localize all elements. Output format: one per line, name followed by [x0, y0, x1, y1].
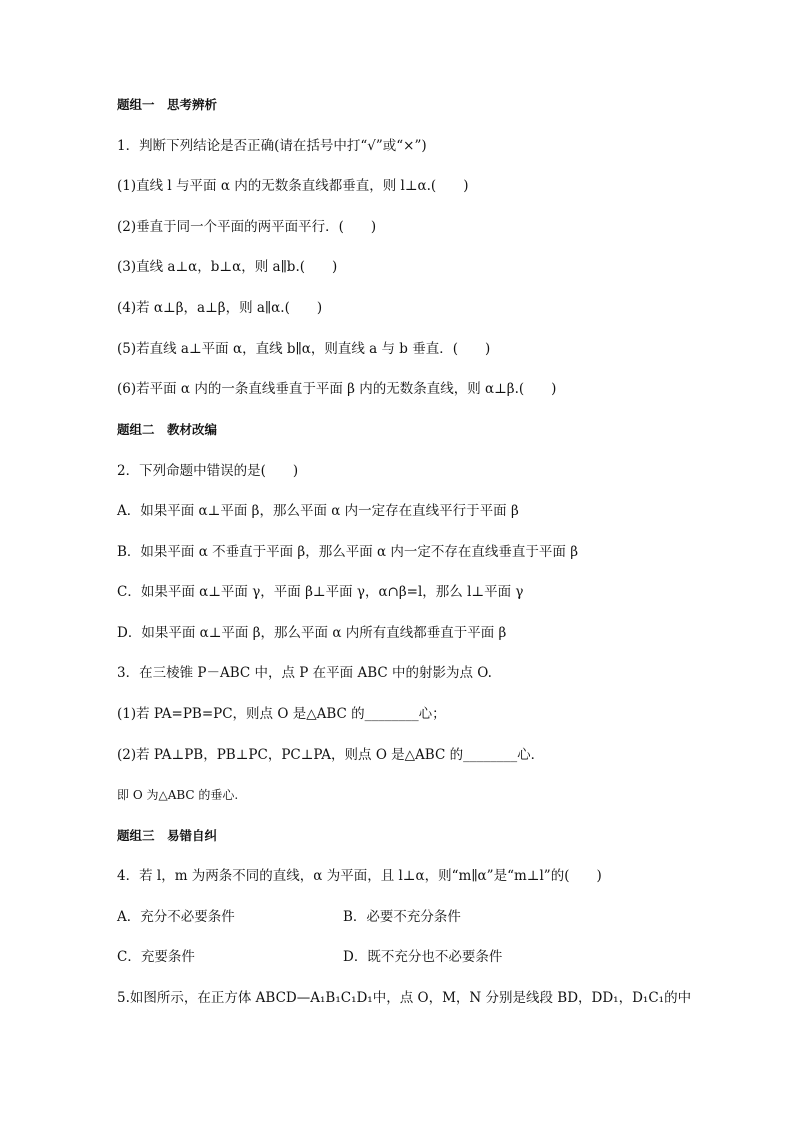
group1-title: 题组一 思考辨析 [117, 97, 218, 112]
q1-item-4: (4)若 α⊥β，a⊥β，则 a∥α.( ) [117, 300, 323, 316]
q1-item-2: (2)垂直于同一个平面的两平面平行．( ) [117, 219, 377, 235]
group3-title: 题组三 易错自纠 [117, 828, 218, 843]
q3-note: 即 O 为△ABC 的垂心. [117, 788, 239, 802]
q2-option-b: B．如果平面 α 不垂直于平面 β，那么平面 α 内一定不存在直线垂直于平面 β [117, 544, 579, 560]
q1-stem: 1．判断下列结论是否正确(请在括号中打“√”或“×”) [117, 138, 427, 154]
q4-options-row-2 [117, 948, 677, 966]
q3-stem: 3．在三棱锥 P－ABC 中，点 P 在平面 ABC 中的射影为点 O. [117, 665, 492, 681]
q4-stem: 4．若 l，m 为两条不同的直线，α 为平面，且 l⊥α，则“m∥α”是“m⊥l”的( ) [117, 868, 602, 884]
q4-option-d: D．既不充分也不必要条件 [343, 949, 503, 965]
q5-stem: 5.如图所示，在正方体 ABCD—A₁B₁C₁D₁中，点 O，M，N 分别是线段 BD，DD₁，D₁C₁的中 [117, 990, 692, 1006]
q3-item-1: (1)若 PA=PB=PC，则点 O 是△ABC 的________心； [117, 706, 446, 722]
q4-option-a: A．充分不必要条件 [117, 909, 235, 925]
q1-item-3: (3)直线 a⊥α，b⊥α，则 a∥b.( ) [117, 259, 338, 275]
q2-option-a: A．如果平面 α⊥平面 β，那么平面 α 内一定存在直线平行于平面 β [117, 503, 519, 519]
q3-item-2: (2)若 PA⊥PB，PB⊥PC，PC⊥PA，则点 O 是△ABC 的________心． [117, 747, 545, 763]
q1-item-6: (6)若平面 α 内的一条直线垂直于平面 β 内的无数条直线，则 α⊥β.( ) [117, 381, 557, 397]
group2-title: 题组二 教材改编 [117, 422, 218, 437]
q1-item-1: (1)直线 l 与平面 α 内的无数条直线都垂直，则 l⊥α.( ) [117, 178, 469, 194]
q2-option-d: D．如果平面 α⊥平面 β，那么平面 α 内所有直线都垂直于平面 β [117, 625, 507, 641]
q1-item-5: (5)若直线 a⊥平面 α，直线 b∥α，则直线 a 与 b 垂直．( ) [117, 341, 491, 357]
q4-option-b: B．必要不充分条件 [343, 909, 461, 925]
q2-stem: 2．下列命题中错误的是( ) [117, 463, 299, 479]
q2-option-c: C．如果平面 α⊥平面 γ，平面 β⊥平面 γ，α∩β=l，那么 l⊥平面 γ [117, 584, 524, 600]
q4-option-c: C．充要条件 [117, 949, 195, 965]
q4-options-row-1 [117, 908, 677, 926]
